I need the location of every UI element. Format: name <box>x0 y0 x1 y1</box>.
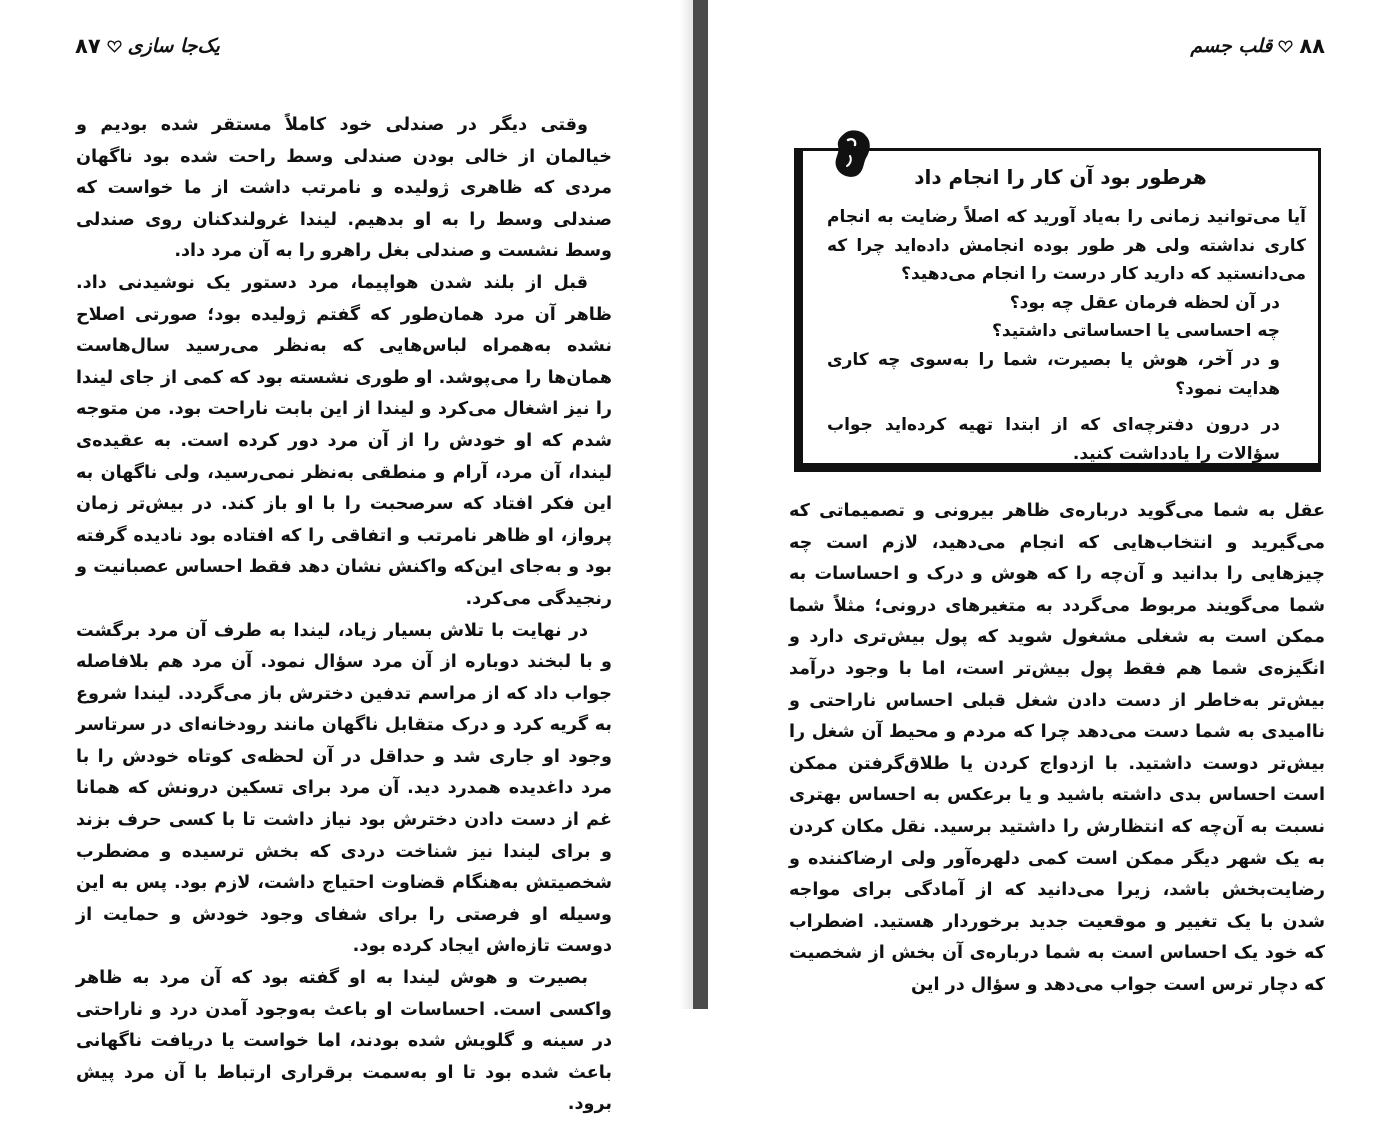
box-question: در آن لحظه فرمان عقل چه بود؟ <box>1009 292 1280 313</box>
paragraph: قبل از بلند شدن هواپیما، مرد دستور یک نوشیدنی داد. ظاهر آن مرد همان‌طور که گفتم ژولیده بود؛ صورتی اصلاح نشده به‌همراه لباس‌هایی که به‌نظر می‌رسید سال‌هاست همان‌ها را می‌پوشد. او طوری نشسته بود که کمی از جای لیندا را نیز اشغال می‌کرد و لیندا از این بابت ناراحت بود. من متوجه شدم که او خودش را از آن مرد دور کرده است. به عقیده‌ی لیندا، آن مرد، آرام و منطقی به‌نظر نمی‌رسید، ولی ناگهان به این فکر افتاد که سرصحبت را با او باز کند. در بیش‌تر زمان پرواز، او ظاهر نامرتب و اتفاقی را که افتاده بود نادیده گرفته بود و به‌جای این‌که واکنش نشان دهد فقط احساس عصبانیت و رنجیدگی می‌کرد. <box>76 272 612 609</box>
left-page-header <box>75 34 220 58</box>
right-page-body <box>789 496 1325 1002</box>
book-gutter <box>693 0 708 1009</box>
box-intro: آیا می‌توانید زمانی را به‌یاد آورید که اصلاً رضایت به انجام کاری نداشته ولی هر طور بوده انجامش داده‌اید چرا که می‌دانستید که دارید کار درست را انجام می‌دهید؟ <box>827 207 1306 285</box>
paragraph: بصیرت و هوش لیندا به او گفته بود که آن مرد به ظاهر واکسی است. احساسات او باعث به‌وجود آمدن درد و ناراحتی در سینه و گلویش شده بودند، اما خواست یا دریافت ناگهانی باعث شده بود تا او به‌سمت برقراری ارتباط با آن مرد پیش برود. <box>76 968 612 1115</box>
page-shadow <box>680 0 693 1009</box>
exercise-box <box>794 148 1321 472</box>
paragraph: در نهایت با تلاش بسیار زیاد، لیندا به طرف آن مرد برگشت و با لبخند دوباره از آن مرد سؤال نمود. آن مرد هم بلافاصله جواب داد که از مراسم تدفین دخترش باز می‌گردد. لیندا شروع به گریه کرد و درک متقابل ناگهان مانند رودخانه‌ای در سرتاسر وجود او جاری شد و حداقل در آن لحظه‌ی کوتاه خودش را با مرد داغدیده همدرد دید. آن مرد برای تسکین درونش که همانا غم از دست دادن دخترش بود نیاز داشت تا با کسی حرف بزند و برای لیندا نیز شناخت دردی که بخش ترسیده و مضطرب شخصیتش به‌هنگام قضاوت احتیاج داشت، لازم بود. پس به این وسیله او فرصتی را برای شفای وجود خودش و حمایت از دوست تازه‌اش ایجاد کرده بود. <box>76 620 612 957</box>
right-page-number: ۸۸ <box>1299 34 1325 58</box>
box-closing: در درون دفترچه‌ای که از ابتدا تهیه کرده‌اید جواب سؤالات را یادداشت کنید. <box>827 415 1280 464</box>
box-question: چه احساسی یا احساساتی داشتید؟ <box>992 321 1280 342</box>
heart-icon <box>1278 39 1293 54</box>
left-page-body <box>76 110 612 1121</box>
paragraph: عقل به شما می‌گوید درباره‌ی ظاهر بیرونی و تصمیماتی که می‌گیرید و انتخاب‌هایی که انجام می‌دهید، لازم است چه چیزهایی را بدانید و آن‌چه را که هوش و درک و احساسات به شما می‌گویند مربوط می‌گردد به متغیرهای درونی؛ مثلاً شما ممکن است به شغلی مشغول شوید که پول بیش‌تری دارد و انگیزه‌ی شما هم فقط پول بیش‌تر است، اما با وجود درآمد بیش‌تر به‌خاطر از دست دادن شغل قبلی احساس ناراحتی و ناامیدی به شما دست می‌دهد چرا که مردم و محیط آن شغل را بیش‌تر دوست داشتید. با ازدواج کردن یا طلاق‌گرفتن ممکن است احساس بدی داشته باشید و یا برعکس به احساس بهتری نسبت به آن‌چه که انتظارش را داشتید برسید. نقل مکان کردن به یک شهر دیگر ممکن است کمی دلهره‌آور ولی ارضاکننده و رضایت‌بخش باشد، زیرا می‌دانید که از آمادگی برای مواجه شدن با یک تغییر و موقعیت جدید برخوردار هستید. اضطراب که خود یک احساس است به شما درباره‌ی آن بخش از شخصیت که دچار ترس است جواب می‌دهد و سؤال در این <box>789 501 1325 995</box>
right-page-header <box>1190 34 1325 58</box>
box-title: هرطور بود آن کار را انجام داد <box>914 165 1207 189</box>
left-page-number: ۸۷ <box>75 34 101 58</box>
left-page <box>0 0 693 1115</box>
box-question: و در آخر، هوش یا بصیرت، شما را به‌سوی چه کاری هدایت نمود؟ <box>827 349 1280 399</box>
paragraph: وقتی دیگر در صندلی خود کاملاً مستقر شده بودیم و خیالمان از خالی بودن صندلی وسط راحت شده بود ناگهان مردی که ظاهری ژولیده و نامرتب داشت از ما خواست که صندلی وسط را به او بدهیم. لیندا غرولندکنان روی صندلی وسط نشست و صندلی بغل راهرو را به آن مرد داد. <box>76 115 612 262</box>
right-page-title: قلب جسم <box>1190 35 1273 57</box>
box-body <box>827 203 1306 468</box>
heart-stone-icon <box>826 126 882 182</box>
heart-icon <box>107 39 122 54</box>
left-page-title: یک‌جا سازی <box>127 35 220 57</box>
